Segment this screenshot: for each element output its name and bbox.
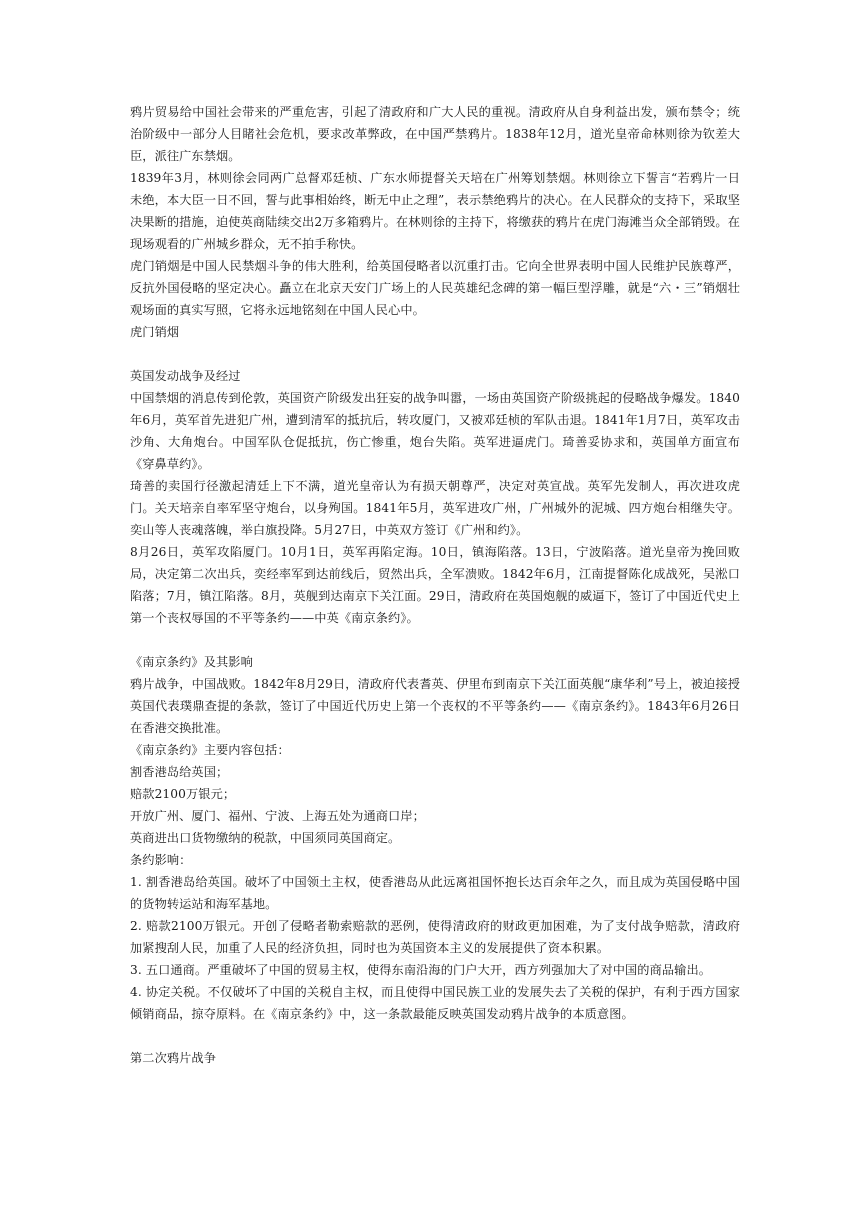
paragraph: 开放广州、厦门、福州、宁波、上海五处为通商口岸； <box>130 809 425 823</box>
paragraph: 虎门销烟是中国人民禁烟斗争的伟大胜利，给英国侵略者以沉重打击。它向全世界表明中国人民维护民族尊严，反抗外国侵略的坚定决心。矗立在北京天安门广场上的人民英雄纪念碑的第一幅巨型浮雕，就是“六・三”销烟壮观场面的真实写照，它将永远地铭刻在中国人民心中。 <box>130 259 740 317</box>
paragraph: 《南京条约》主要内容包括： <box>130 743 290 757</box>
paragraph: 英国发动战争及经过 <box>130 369 241 383</box>
paragraph: 虎门销烟 <box>130 325 180 339</box>
paragraph: 3. 五口通商。严重破坏了中国的贸易主权，使得东南沿海的门户大开，西方列强加大了对中国的商品输出。 <box>130 963 712 977</box>
paragraph-spacer <box>130 1025 740 1047</box>
paragraph: 赔款2100万银元； <box>130 787 236 801</box>
paragraph: 8月26日，英军攻陷厦门。10月1日，英军再陷定海。10日，镇海陷落。13日，宁波陷落。道光皇帝为挽回败局，决定第二次出兵，奕经率军到达前线后，贸然出兵，全军溃败。1842年6月，江南提督陈化成战死，吴淞口陷落；7月，镇江陷落。8月，英舰到达南京下关江面。29日，清政府在英国炮舰的威逼下，签订了中国近代史上第一个丧权辱国的不平等条约——中英《南京条约》。 <box>130 545 740 625</box>
paragraph: 英商进出口货物缴纳的税款，中国须同英国商定。 <box>130 831 401 845</box>
paragraph-spacer <box>130 343 740 365</box>
paragraph: 中国禁烟的消息传到伦敦，英国资产阶级发出狂妄的战争叫嚣，一场由英国资产阶级挑起的侵略战争爆发。1840年6月，英军首先进犯广州，遭到清军的抵抗后，转攻厦门，又被邓廷桢的军队击退。1841年1月7日，英军攻击沙角、大角炮台。中国军队仓促抵抗，伤亡惨重，炮台失陷。英军进逼虎门。琦善妥协求和，英国单方面宣布《穿鼻草约》。 <box>130 391 740 471</box>
paragraph: 鸦片贸易给中国社会带来的严重危害，引起了清政府和广大人民的重视。清政府从自身利益出发，颁布禁令；统治阶级中一部分人目睹社会危机，要求改革弊政，在中国严禁鸦片。1838年12月，道光皇帝命林则徐为钦差大臣，派往广东禁烟。 <box>130 105 740 163</box>
paragraph: 1839年3月，林则徐会同两广总督邓廷桢、广东水师提督关天培在广州筹划禁烟。林则徐立下誓言“若鸦片一日未绝，本大臣一日不回，誓与此事相始终，断无中止之理”，表示禁绝鸦片的决心。在人民群众的支持下，采取坚决果断的措施，迫使英商陆续交出2万多箱鸦片。在林则徐的主持下，将缴获的鸦片在虎门海滩当众全部销毁。在现场观看的广州城乡群众，无不拍手称快。 <box>130 171 740 251</box>
paragraph: 4. 协定关税。不仅破坏了中国的关税自主权，而且使得中国民族工业的发展失去了关税的保护，有利于西方国家倾销商品，掠夺原料。在《南京条约》中，这一条款最能反映英国发动鸦片战争的本质意图。 <box>130 985 740 1021</box>
paragraph: 2. 赔款2100万银元。开创了侵略者勒索赔款的恶例，使得清政府的财政更加困难，为了支付战争赔款，清政府加紧搜刮人民，加重了人民的经济负担，同时也为英国资本主义的发展提供了资本积累。 <box>130 919 740 955</box>
paragraph: 条约影响： <box>130 853 192 867</box>
paragraph: 鸦片战争，中国战败。1842年8月29日，清政府代表耆英、伊里布到南京下关江面英舰“康华利”号上，被迫接授英国代表璞鼎查提的条款，签订了中国近代历史上第一个丧权的不平等条约——《南京条约》。1843年6月26日在香港交换批准。 <box>130 677 740 735</box>
paragraph: 1. 割香港岛给英国。破坏了中国领土主权，使香港岛从此远离祖国怀抱长达百余年之久，而且成为英国侵略中国的货物转运站和海军基地。 <box>130 875 740 911</box>
paragraph: 第二次鸦片战争 <box>130 1051 217 1065</box>
paragraph: 琦善的卖国行径激起清廷上下不满，道光皇帝认为有损天朝尊严，决定对英宣战。英军先发制人，再次进攻虎门。关天培亲自率军坚守炮台，以身殉国。1841年5月，英军进攻广州，广州城外的泥城、四方炮台相继失守。奕山等人丧魂落魄，举白旗投降。5月27日，中英双方签订《广州和约》。 <box>130 479 740 537</box>
paragraph-spacer <box>130 629 740 651</box>
paragraph: 《南京条约》及其影响 <box>130 655 253 669</box>
paragraph: 割香港岛给英国； <box>130 765 229 779</box>
